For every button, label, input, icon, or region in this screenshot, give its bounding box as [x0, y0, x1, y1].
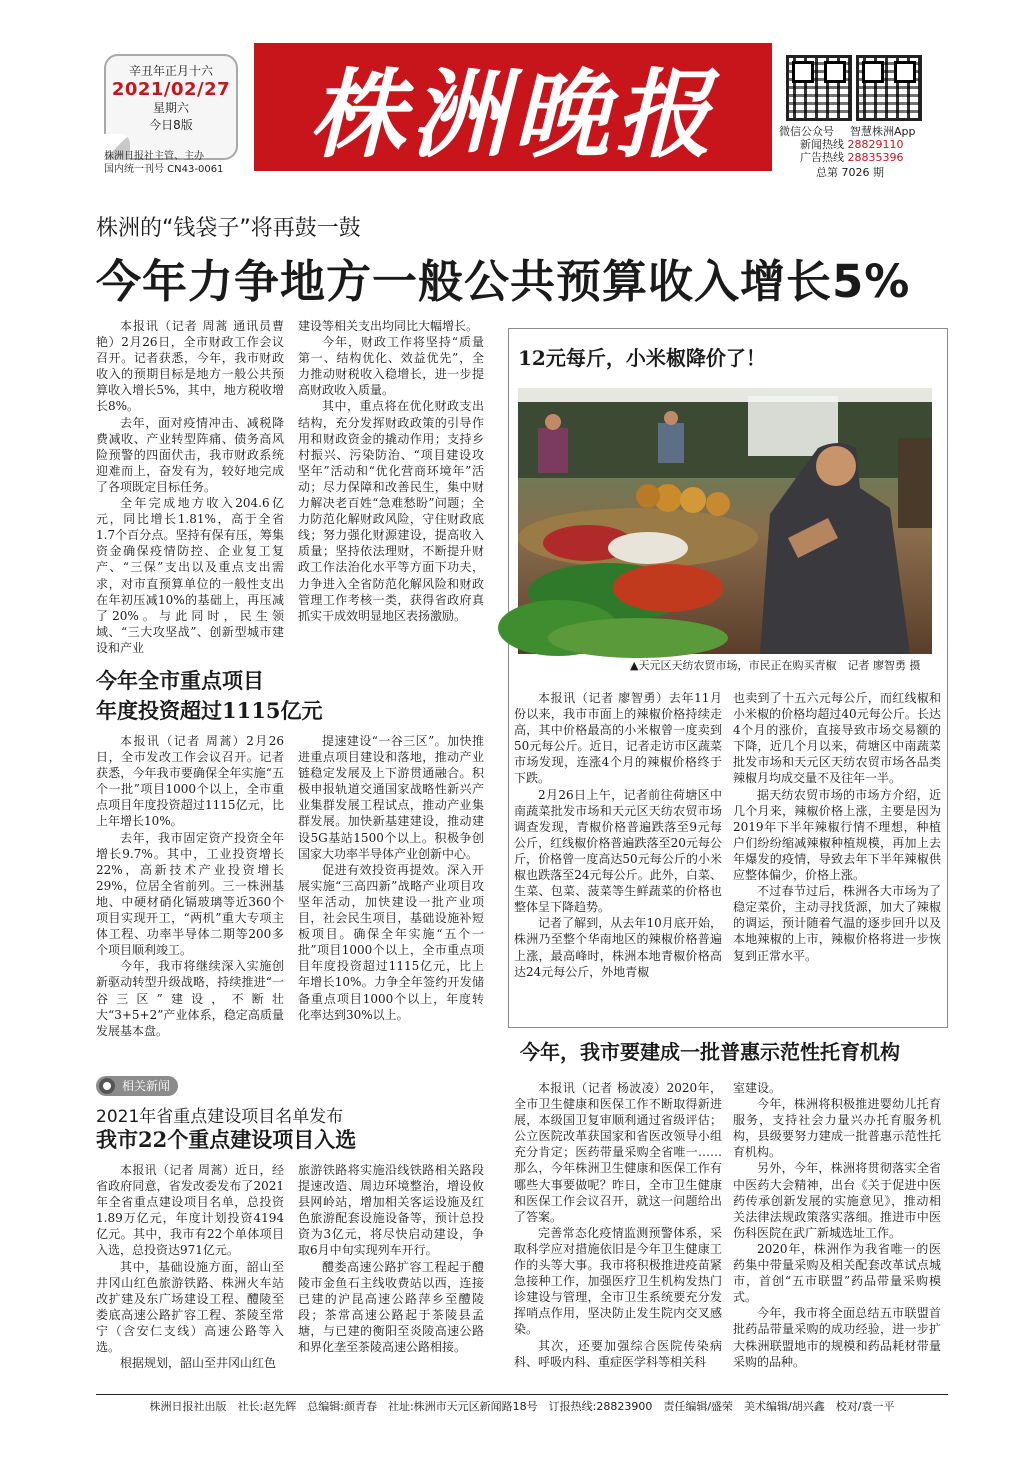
main-story-column-2 — [298, 318, 484, 640]
qr-wechat-label: 微信公众号 — [779, 125, 834, 138]
market-photo — [518, 388, 932, 654]
paragraph: 提速建设“一谷三区”。加快推进重点项目建设和落地，推动产业链稳定发展及上下游贯通融合。积极申报轨道交通国家战略性新兴产业集群发展工程试点，推动产业集群发展。加快新基建建设，推动建设5G基站1500个以上。积极争创国家大功率半导体产业创新中心。 — [298, 734, 484, 861]
date-box — [104, 54, 238, 160]
app-qr-code-icon[interactable] — [856, 55, 922, 121]
related-news-tag — [96, 1076, 178, 1096]
related-news-dot-icon — [99, 1078, 115, 1094]
paragraph: 记者了解到，从去年10月底开始，株洲乃至整个华南地区的辣椒价格普遍上涨，最高峰时，株洲本地青椒价格高达24元每公斤，外地青椒 — [514, 916, 722, 979]
footer-credits: 株洲日报社出版 社长:赵先辉 总编辑:颜青春 社址:株洲市天元区新闻路18号 订报热线:28823900 责任编辑/盛荣 美术编辑/胡兴鑫 校对/袁一平 — [149, 1400, 895, 1413]
photo-caption: ▲天元区天纺农贸市场，市民正在购买青椒 记者 廖智勇 摄 — [630, 659, 921, 672]
issue-date: 2021/02/27 — [111, 79, 231, 100]
hotlines — [800, 138, 904, 164]
paragraph: 根据规划，韶山至井冈山红色 — [120, 1356, 277, 1371]
ad-hotline-label: 广告热线 — [800, 151, 844, 164]
qr-app-label: 智慧株洲App — [850, 125, 916, 138]
pepper-story-column-2 — [733, 690, 941, 1020]
paragraph: 本报讯（记者 杨波凌）2020年，全市卫生健康和医保工作不断取得新进展，本级国卫复审顺利通过省级评估；公立医院改革获国家和省医改领导小组充分肯定；医药带量采购全省唯一……那么，今年株洲卫生健康和医保工作有哪些大事要做呢？昨日，全市卫生健康和医保工作会议召开，就这一问题给出了答案。 — [514, 1081, 722, 1224]
invest-story-column-2 — [298, 733, 484, 1045]
lunar-date: 辛丑年正月十六 — [128, 64, 213, 78]
paragraph: 去年，我市固定资产投资全年增长9.7%。其中，工业投资增长22%，高新技术产业投资增长29%，位居全省前列。三一株洲基地、中硬材硝化镉玻璃等近360个项目实现开工，“两机”重大专项主体工程、功率半导体二期等200多个项目顺利竣工。 — [96, 830, 284, 958]
paper-name: 株洲晚报 — [309, 57, 717, 171]
related-news-column-2 — [298, 1162, 484, 1382]
paragraph: 其中，基础设施方面，韶山至井冈山红色旅游铁路、株洲火车站改扩建及东广场建设工程、醴陵至娄底高速公路扩容工程、茶陵至常宁（含安仁支线）高速公路等入选。 — [96, 1259, 284, 1355]
related-news-headline[interactable]: 我市22个重点建设项目入选 — [96, 1127, 357, 1152]
related-news-subtitle: 2021年省重点建设项目名单发布 — [96, 1107, 344, 1127]
headline-line: 年度投资超过1115亿元 — [96, 698, 323, 723]
invest-story-column-1 — [96, 733, 284, 1045]
paragraph: 促进有效投资再提效。深入开展实施“三高四新”战略产业项目攻坚年活动，加快建设一批产业项目，社会民生项目，基础设施补短板项目。确保全年实施“五个一批”项目1000个以上，全市重点项目年度投资超过1115亿元，比上年增长10%。力争全年签约开发储备重点项目1000个以上，年度转化率达到30%以上。 — [298, 862, 484, 1022]
paragraph: 今年，财政工作将坚持“质量第一、结构优化、效益优先”，全力推动财税收入稳增长，进一步提高财政收入质量。 — [298, 335, 484, 398]
paragraph: 旅游铁路将实施沿线铁路相关路段提速改造、周边环境整治，增设攸县网岭站，增加相关客运设施及红色旅游配套设施设备等，预计总投资为3亿元，将尽快启动建设，争取6月中旬实现列车开行。 — [298, 1163, 484, 1258]
paragraph: 室建设。 — [733, 1081, 782, 1095]
invest-story-headline[interactable] — [96, 666, 476, 726]
related-news-label: 相关新闻 — [122, 1079, 171, 1093]
paragraph: 其中，重点将在优化财政支出结构，充分发挥财政政策的引导作用和财政资金的撬动作用；支持乡村振兴、污染防治、“项目建设攻坚年”活动和“优化营商环境年”活动；尽力保障和改善民生，集中财力解决老百姓“急难愁盼”问题；全力防范化解财政风险，守住财政底线；努力强化财源建设，提高收入质量；坚持依法理财，不断提升财政工作法治化水平等方面下功夫，力争进入全省防范化解风险和财政管理工作考核一类，获得省政府真抓实干成效明显地区表扬激励。 — [298, 399, 484, 623]
childcare-story-headline[interactable]: 今年，我市要建成一批普惠示范性托育机构 — [520, 1040, 900, 1064]
edition-count: 今日8版 — [149, 118, 193, 132]
weekday: 星期六 — [152, 101, 189, 115]
paragraph: 本报讯（记者 周蒿）近日，经省政府同意，省发改委发布了2021年全省重点建设项目名单，总投资1.89万亿元，年度计划投资4194亿元。其中，我市有22个单体项目入选，总投资达971亿元。 — [96, 1163, 284, 1258]
issue-number: 总第 7026 期 — [816, 166, 884, 179]
childcare-story-column-1 — [514, 1080, 722, 1380]
pepper-story-column-1 — [514, 690, 722, 1020]
headline-line: 今年全市重点项目 — [96, 668, 264, 693]
paragraph: 醴娄高速公路扩容工程起于醴陵市金鱼石主线收费站以西，连接已建的沪昆高速公路萍乡至醴陵段；茶常高速公路起于茶陵县孟塘，与已建的衡阳至炎陵高速公路和界化垄至茶陵高速公路相接。 — [298, 1259, 484, 1355]
paragraph: 据天纺农贸市场的市场方介绍，近几个月来，辣椒价格上涨，主要是因为2019年下半年辣椒行情不理想，种植户们纷纷缩减辣椒种植规模，再加上去年爆发的疫情，导致去年下半年辣椒供应整体偏少，价格上涨。 — [733, 787, 941, 883]
childcare-story-column-2 — [733, 1080, 941, 1380]
wechat-qr-code-icon[interactable] — [786, 55, 852, 121]
news-hotline-label: 新闻热线 — [800, 138, 844, 151]
footer-divider — [96, 1394, 948, 1395]
paragraph: 其次，还要加强综合医院传染病科、呼吸内科、重症医学科等相关科 — [514, 1338, 722, 1369]
paragraph: 不过春节过后，株洲各大市场为了稳定菜价，主动寻找货源，加大了辣椒的调运，预计随着气温的逐步回升以及本地辣椒的上市，辣椒价格将进一步恢复到正常水平。 — [733, 884, 941, 963]
paragraph: 2020年，株洲作为我省唯一的医药集中带量采购及相关配套改革试点城市，首创“五市联盟”药品带量采购模式。 — [733, 1241, 941, 1305]
paragraph: 本报讯（记者 周蒿 通讯员曹艳）2月26日，全市财政工作会议召开。记者获悉，今年，我市财政收入的预期目标是地方一般公共预算收入增长5%，其中，地方税收增长8%。 — [96, 319, 284, 414]
paragraph: 去年，面对疫情冲击、减税降费减收、产业转型阵痛、债务高风险预警的四面伏击，我市财政系统迎难而上，奋发有为，较好地完成了各项既定目标任务。 — [96, 415, 284, 494]
paragraph: 今年，株洲将积极推进婴幼儿托育服务，支持社会力量兴办托育服务机构，县级要努力建成一批普惠示范性托育机构。 — [733, 1097, 941, 1160]
publisher-line: 株洲日报社主管、主办 — [104, 151, 204, 162]
paragraph: 完善常态化疫情监测预警体系，采取科学应对措施依旧是今年卫生健康工作的头等大事。我市将积极推进疫苗紧急接种工作，加强医疗卫生机构发热门诊建设与管理，全市卫生系统要充分发挥哨点作用，坚决防止发生院内交叉感染。 — [514, 1225, 722, 1337]
paragraph: 今年，我市将继续深入实施创新驱动转型升级战略，持续推进“一谷三区”建设，不断壮大“3+5+2”产业体系，稳定高质量发展基本盘。 — [96, 959, 284, 1038]
paragraph: 今年，我市将全面总结五市联盟首批药品带量采购的成功经验，进一步扩大株洲联盟地市的规模和药品耗材带量采购的品种。 — [733, 1306, 941, 1369]
main-story-headline[interactable]: 今年力争地方一般公共预算收入增长5% — [96, 255, 911, 308]
paragraph: 2月26日上午，记者前往荷塘区中南蔬菜批发市场和天元区天纺农贸市场调查发现，青椒价格普遍跌落至9元每公斤，红线椒价格普遍跌落至20元每公斤，价格曾一度高达50元每公斤的小米椒也跌落至24元每公斤。此外，白菜、生菜、包菜、菠菜等生鲜蔬菜的价格也整体呈下降趋势。 — [514, 787, 722, 915]
masthead-logo — [254, 43, 772, 171]
paragraph: 建设等相关支出均同比大幅增长。 — [298, 319, 479, 333]
paragraph: 另外，今年，株洲将贯彻落实全省中医药大会精神，出台《关于促进中医药传承创新发展的实施意见》，推动相关法律法规政策落实落细。推进市中医伤科医院在武广新城选址工作。 — [733, 1161, 941, 1240]
main-story-column-1 — [96, 318, 284, 655]
market-photo-illustration — [518, 388, 932, 654]
news-hotline-number: 28829110 — [847, 138, 904, 151]
paragraph: 本报讯（记者 周蒿）2月26日，全市发改工作会议召开。记者获悉，今年我市要确保全年实施“五个一批”项目1000个以上，全市重点项目年度投资超过1115亿元，比上年增长10%。 — [96, 734, 284, 829]
related-news-column-1 — [96, 1162, 284, 1382]
paragraph: 全年完成地方收入204.6亿元，同比增长1.81%，高于全省1.7个百分点。坚持有保有压，筹集资金确保疫情防控、企业复工复产、“三保”支出以及重点支出需求，对市直预算单位的一般性支出在年初压减10%的基础上，再压减了20%。与此同时，民生领域、“三大攻坚战”、创新型城市建设和产业 — [96, 496, 284, 655]
publisher-line: 国内统一刊号 CN43-0061 — [104, 164, 224, 175]
pepper-story-headline[interactable]: 12元每斤，小米椒降价了！ — [518, 346, 766, 370]
ad-hotline-number: 28835396 — [847, 151, 904, 164]
paragraph: 也卖到了十五六元每公斤，而红线椒和小米椒的价格均超过40元每公斤。长达4个月的涨价，直接导致市场交易额的下降，近几个月以来，荷塘区中南蔬菜批发市场和天元区天纺农贸市场各品类辣椒月均成交量不及往年一半。 — [733, 691, 941, 786]
paragraph: 本报讯（记者 廖智勇）去年11月份以来，我市市面上的辣椒价格持续走高，其中价格最高的小米椒曾一度卖到50元每公斤。近日，记者走访市区蔬菜市场发现，连涨4个月的辣椒价格终于下跌。 — [514, 691, 722, 786]
publisher-info — [104, 150, 254, 176]
main-story-kicker: 株洲的“钱袋子”将再鼓一鼓 — [96, 216, 361, 241]
